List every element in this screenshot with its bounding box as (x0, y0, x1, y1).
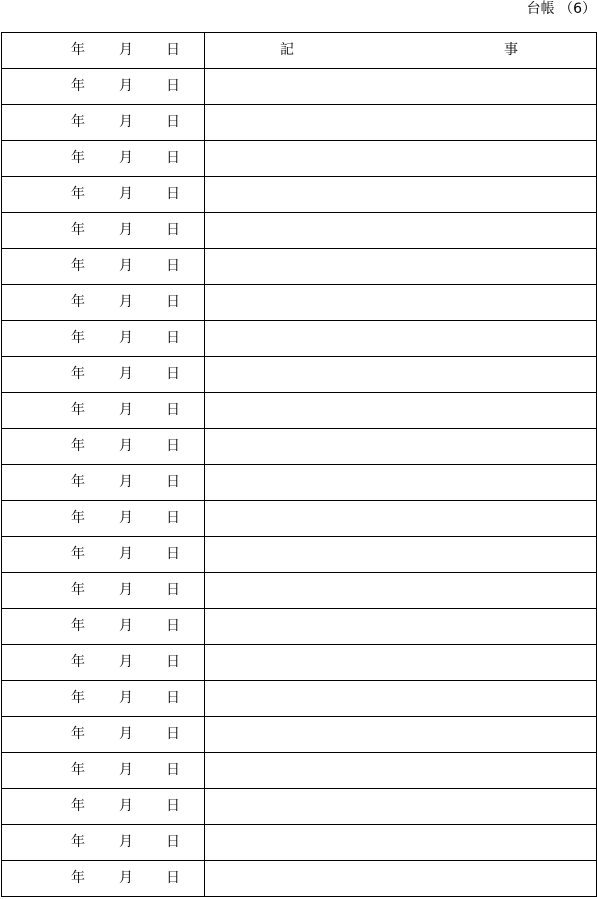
note-cell[interactable] (205, 249, 597, 285)
date-cell[interactable] (2, 537, 205, 573)
day-label: 日 (166, 798, 180, 814)
ledger-header-row (2, 33, 597, 69)
month-label: 月 (119, 294, 133, 310)
year-label: 年 (71, 690, 85, 706)
year-label: 年 (71, 618, 85, 634)
day-label: 日 (166, 546, 180, 562)
day-label: 日 (166, 582, 180, 598)
note-cell[interactable] (205, 465, 597, 501)
month-label: 月 (119, 726, 133, 742)
ledger-table (1, 32, 597, 897)
year-label: 年 (71, 258, 85, 274)
month-label: 月 (119, 330, 133, 346)
ledger-row (2, 321, 597, 357)
day-label: 日 (166, 42, 180, 58)
note-cell[interactable] (205, 321, 597, 357)
month-label: 月 (119, 510, 133, 526)
year-label: 年 (71, 186, 85, 202)
date-cell[interactable] (2, 357, 205, 393)
month-label: 月 (119, 258, 133, 274)
day-label: 日 (166, 222, 180, 238)
date-cell[interactable] (2, 177, 205, 213)
ledger-row (2, 357, 597, 393)
day-label: 日 (166, 78, 180, 94)
date-cell[interactable] (2, 609, 205, 645)
note-cell[interactable] (205, 429, 597, 465)
date-cell[interactable] (2, 789, 205, 825)
date-cell[interactable] (2, 465, 205, 501)
ledger-row (2, 537, 597, 573)
ledger-row (2, 465, 597, 501)
ledger-row (2, 753, 597, 789)
month-label: 月 (119, 366, 133, 382)
year-label: 年 (71, 870, 85, 886)
date-cell[interactable] (2, 213, 205, 249)
note-cell[interactable] (205, 753, 597, 789)
month-label: 月 (119, 222, 133, 238)
day-label: 日 (166, 438, 180, 454)
note-cell[interactable] (205, 681, 597, 717)
year-label: 年 (71, 150, 85, 166)
year-label: 年 (71, 582, 85, 598)
ledger-page-label: 台帳 （6） (526, 1, 596, 17)
month-label: 月 (119, 438, 133, 454)
note-cell[interactable] (205, 357, 597, 393)
year-label: 年 (71, 294, 85, 310)
year-label: 年 (71, 366, 85, 382)
date-cell[interactable] (2, 393, 205, 429)
month-label: 月 (119, 798, 133, 814)
note-cell[interactable] (205, 69, 597, 105)
month-label: 月 (119, 654, 133, 670)
ledger-row (2, 69, 597, 105)
year-label: 年 (71, 834, 85, 850)
date-cell[interactable] (2, 501, 205, 537)
month-label: 月 (119, 618, 133, 634)
note-cell[interactable] (205, 285, 597, 321)
month-label: 月 (119, 42, 133, 58)
month-label: 月 (119, 474, 133, 490)
year-label: 年 (71, 654, 85, 670)
note-cell[interactable] (205, 573, 597, 609)
year-label: 年 (71, 726, 85, 742)
date-cell[interactable] (2, 573, 205, 609)
note-cell[interactable] (205, 825, 597, 861)
note-cell[interactable] (205, 861, 597, 897)
date-cell[interactable] (2, 429, 205, 465)
month-label: 月 (119, 582, 133, 598)
note-cell[interactable] (205, 393, 597, 429)
day-label: 日 (166, 150, 180, 166)
year-label: 年 (71, 438, 85, 454)
day-label: 日 (166, 114, 180, 130)
date-cell[interactable] (2, 753, 205, 789)
ledger-row (2, 717, 597, 753)
note-cell[interactable] (205, 177, 597, 213)
ledger-row (2, 429, 597, 465)
note-cell[interactable] (205, 141, 597, 177)
month-label: 月 (119, 402, 133, 418)
note-header-ji: 事 (504, 42, 518, 58)
year-label: 年 (71, 474, 85, 490)
date-header-cell (2, 33, 205, 69)
year-label: 年 (71, 798, 85, 814)
note-cell[interactable] (205, 537, 597, 573)
date-cell[interactable] (2, 285, 205, 321)
note-cell[interactable] (205, 609, 597, 645)
month-label: 月 (119, 114, 133, 130)
note-cell[interactable] (205, 501, 597, 537)
month-label: 月 (119, 870, 133, 886)
month-label: 月 (119, 762, 133, 778)
ledger-row (2, 609, 597, 645)
day-label: 日 (166, 690, 180, 706)
note-cell[interactable] (205, 789, 597, 825)
month-label: 月 (119, 834, 133, 850)
date-cell[interactable] (2, 141, 205, 177)
day-label: 日 (166, 870, 180, 886)
day-label: 日 (166, 330, 180, 346)
ledger-row (2, 501, 597, 537)
note-cell[interactable] (205, 213, 597, 249)
day-label: 日 (166, 294, 180, 310)
note-cell[interactable] (205, 645, 597, 681)
ledger-row (2, 861, 597, 897)
ledger-row (2, 681, 597, 717)
day-label: 日 (166, 186, 180, 202)
date-cell[interactable] (2, 321, 205, 357)
day-label: 日 (166, 258, 180, 274)
date-cell[interactable] (2, 645, 205, 681)
date-cell[interactable] (2, 249, 205, 285)
year-label: 年 (71, 546, 85, 562)
year-label: 年 (71, 762, 85, 778)
day-label: 日 (166, 474, 180, 490)
note-cell[interactable] (205, 717, 597, 753)
date-cell[interactable] (2, 69, 205, 105)
ledger-row (2, 105, 597, 141)
year-label: 年 (71, 222, 85, 238)
month-label: 月 (119, 690, 133, 706)
ledger-row (2, 573, 597, 609)
date-cell[interactable] (2, 105, 205, 141)
day-label: 日 (166, 618, 180, 634)
date-cell[interactable] (2, 681, 205, 717)
note-header-ki: 記 (280, 42, 294, 58)
ledger-row (2, 249, 597, 285)
day-label: 日 (166, 726, 180, 742)
day-label: 日 (166, 762, 180, 778)
note-header-cell (205, 33, 597, 69)
month-label: 月 (119, 78, 133, 94)
date-cell[interactable] (2, 861, 205, 897)
ledger-row (2, 825, 597, 861)
year-label: 年 (71, 510, 85, 526)
note-cell[interactable] (205, 105, 597, 141)
ledger-row (2, 393, 597, 429)
date-cell[interactable] (2, 825, 205, 861)
month-label: 月 (119, 546, 133, 562)
ledger-row (2, 645, 597, 681)
day-label: 日 (166, 402, 180, 418)
ledger-row (2, 789, 597, 825)
month-label: 月 (119, 186, 133, 202)
day-label: 日 (166, 654, 180, 670)
ledger-row (2, 285, 597, 321)
day-label: 日 (166, 834, 180, 850)
ledger-body (2, 69, 597, 897)
year-label: 年 (71, 114, 85, 130)
ledger-row (2, 141, 597, 177)
ledger-row (2, 177, 597, 213)
ledger-row (2, 213, 597, 249)
year-label: 年 (71, 78, 85, 94)
year-label: 年 (71, 330, 85, 346)
month-label: 月 (119, 150, 133, 166)
day-label: 日 (166, 510, 180, 526)
date-cell[interactable] (2, 717, 205, 753)
year-label: 年 (71, 402, 85, 418)
year-label: 年 (71, 42, 85, 58)
day-label: 日 (166, 366, 180, 382)
